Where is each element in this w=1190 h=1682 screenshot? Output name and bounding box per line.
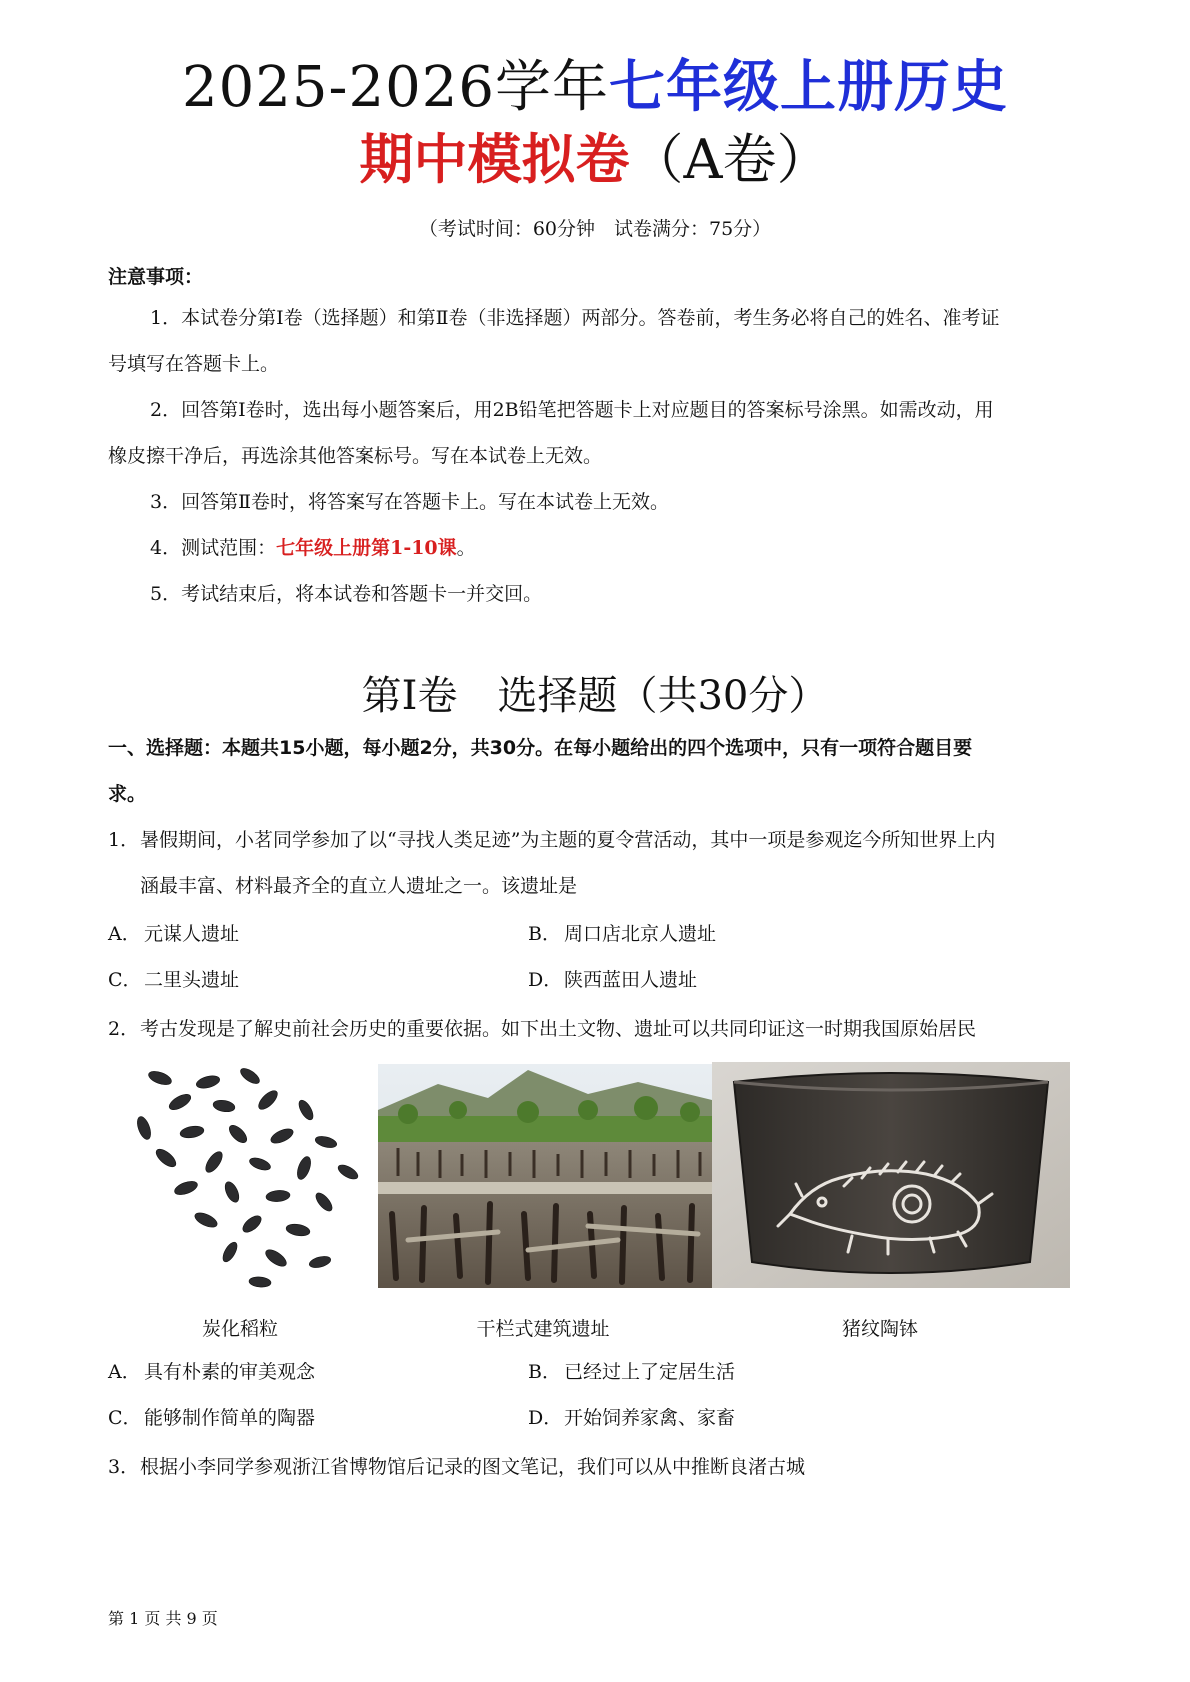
note-1-line1: 1．本试卷分第Ⅰ卷（选择题）和第Ⅱ卷（非选择题）两部分。答卷前，考生务必将自己的姓名、准考证 bbox=[150, 307, 1000, 329]
question-3-number: 3． bbox=[108, 1456, 140, 1478]
note-2 bbox=[108, 387, 1088, 479]
option-letter: A． bbox=[108, 1361, 141, 1383]
option-letter: C． bbox=[108, 1407, 142, 1429]
section-description bbox=[108, 725, 1088, 817]
note-4-label: 4．测试范围： bbox=[150, 537, 277, 559]
question-2-option-d[interactable] bbox=[528, 1403, 735, 1433]
image-caption-1: 炭化稻粒 bbox=[201, 1318, 278, 1340]
question-1-option-b[interactable] bbox=[528, 919, 716, 949]
option-letter: B． bbox=[528, 1361, 561, 1383]
pig-pattern-pottery-image bbox=[712, 1062, 1070, 1288]
note-4-scope: 七年级上册第1-10课 bbox=[276, 537, 457, 559]
notes-title: 注意事项： bbox=[108, 266, 204, 288]
note-5-line1: 5．考试结束后，将本试卷和答题卡一并交回。 bbox=[150, 583, 543, 605]
question-1-line2: 涵最丰富、材料最齐全的直立人遗址之一。该遗址是 bbox=[140, 875, 578, 897]
note-5 bbox=[108, 571, 1088, 617]
option-text: 开始饲养家禽、家畜 bbox=[564, 1407, 736, 1429]
subtitle-exam-type: 期中模拟卷 bbox=[359, 127, 630, 191]
question-2-text: 考古发现是了解史前社会历史的重要依据。如下出土文物、遗址可以共同印证这一时期我国原始居民 bbox=[140, 1018, 977, 1040]
question-1-text: 暑假期间，小茗同学参加了以“寻找人类足迹”为主题的夏令营活动，其中一项是参观迄今所知世界上内 bbox=[140, 829, 996, 851]
question-2-option-b[interactable] bbox=[528, 1357, 735, 1387]
note-2-line1: 2．回答第Ⅰ卷时，选出每小题答案后，用2B铅笔把答题卡上对应题目的答案标号涂黑。如需改动，用 bbox=[150, 399, 994, 421]
question-2 bbox=[108, 1006, 1088, 1052]
note-4 bbox=[108, 525, 1088, 571]
note-4-end: 。 bbox=[456, 537, 476, 559]
exam-info: （考试时间：60分钟 试卷满分：75分） bbox=[418, 218, 772, 240]
option-text: 陕西蓝田人遗址 bbox=[564, 969, 698, 991]
question-2-number: 2． bbox=[108, 1018, 140, 1040]
note-4-line1 bbox=[108, 525, 1088, 571]
page-footer: 第 1 页 共 9 页 bbox=[108, 1609, 218, 1628]
note-3 bbox=[108, 479, 1088, 525]
question-1-option-d[interactable] bbox=[528, 965, 697, 995]
note-2-line2: 橡皮擦干净后，再选涂其他答案标号。写在本试卷上无效。 bbox=[108, 445, 603, 467]
section-title: 第Ⅰ卷 选择题（共30分） bbox=[361, 673, 829, 719]
question-1-line1 bbox=[108, 817, 1088, 863]
page-subtitle bbox=[0, 124, 1190, 195]
question-2-line1 bbox=[108, 1006, 1088, 1052]
question-1 bbox=[108, 817, 1088, 909]
option-letter: D． bbox=[528, 969, 563, 991]
option-text: 元谋人遗址 bbox=[144, 923, 240, 945]
title-subject: 七年级上册历史 bbox=[608, 54, 1008, 120]
option-letter: C． bbox=[108, 969, 142, 991]
option-letter: A． bbox=[108, 923, 141, 945]
question-2-option-c[interactable] bbox=[108, 1403, 315, 1433]
option-text: 周口店北京人遗址 bbox=[564, 923, 717, 945]
note-3-line1: 3．回答第Ⅱ卷时，将答案写在答题卡上。写在本试卷上无效。 bbox=[150, 491, 670, 513]
question-1-option-c[interactable] bbox=[108, 965, 239, 995]
option-text: 具有朴素的审美观念 bbox=[144, 1361, 316, 1383]
option-text: 能够制作简单的陶器 bbox=[144, 1407, 316, 1429]
question-3-text: 根据小李同学参观浙江省博物馆后记录的图文笔记，我们可以从中推断良渚古城 bbox=[140, 1456, 806, 1478]
option-letter: D． bbox=[528, 1407, 563, 1429]
page-title bbox=[0, 52, 1190, 123]
image-caption-3: 猪纹陶钵 bbox=[841, 1318, 918, 1340]
question-1-number: 1． bbox=[108, 829, 140, 851]
option-letter: B． bbox=[528, 923, 561, 945]
title-year: 2025-2026学年 bbox=[182, 55, 609, 120]
note-1-line2: 号填写在答题卡上。 bbox=[108, 353, 280, 375]
question-1-option-a[interactable] bbox=[108, 919, 239, 949]
question-3 bbox=[108, 1444, 1088, 1490]
note-1 bbox=[108, 295, 1088, 387]
subtitle-paper-label: （A卷） bbox=[629, 128, 831, 191]
section-description-line2: 求。 bbox=[108, 783, 147, 805]
question-3-line1 bbox=[108, 1444, 1088, 1490]
image-caption-2: 干栏式建筑遗址 bbox=[476, 1318, 610, 1340]
rice-grains-image bbox=[120, 1062, 372, 1292]
stilt-house-ruins-image bbox=[378, 1064, 712, 1288]
option-text: 二里头遗址 bbox=[144, 969, 240, 991]
option-text: 已经过上了定居生活 bbox=[564, 1361, 736, 1383]
section-description-line1: 一、选择题：本题共15小题，每小题2分，共30分。在每小题给出的四个选项中，只有一项符合题目要 bbox=[108, 737, 973, 759]
question-2-option-a[interactable] bbox=[108, 1357, 315, 1387]
